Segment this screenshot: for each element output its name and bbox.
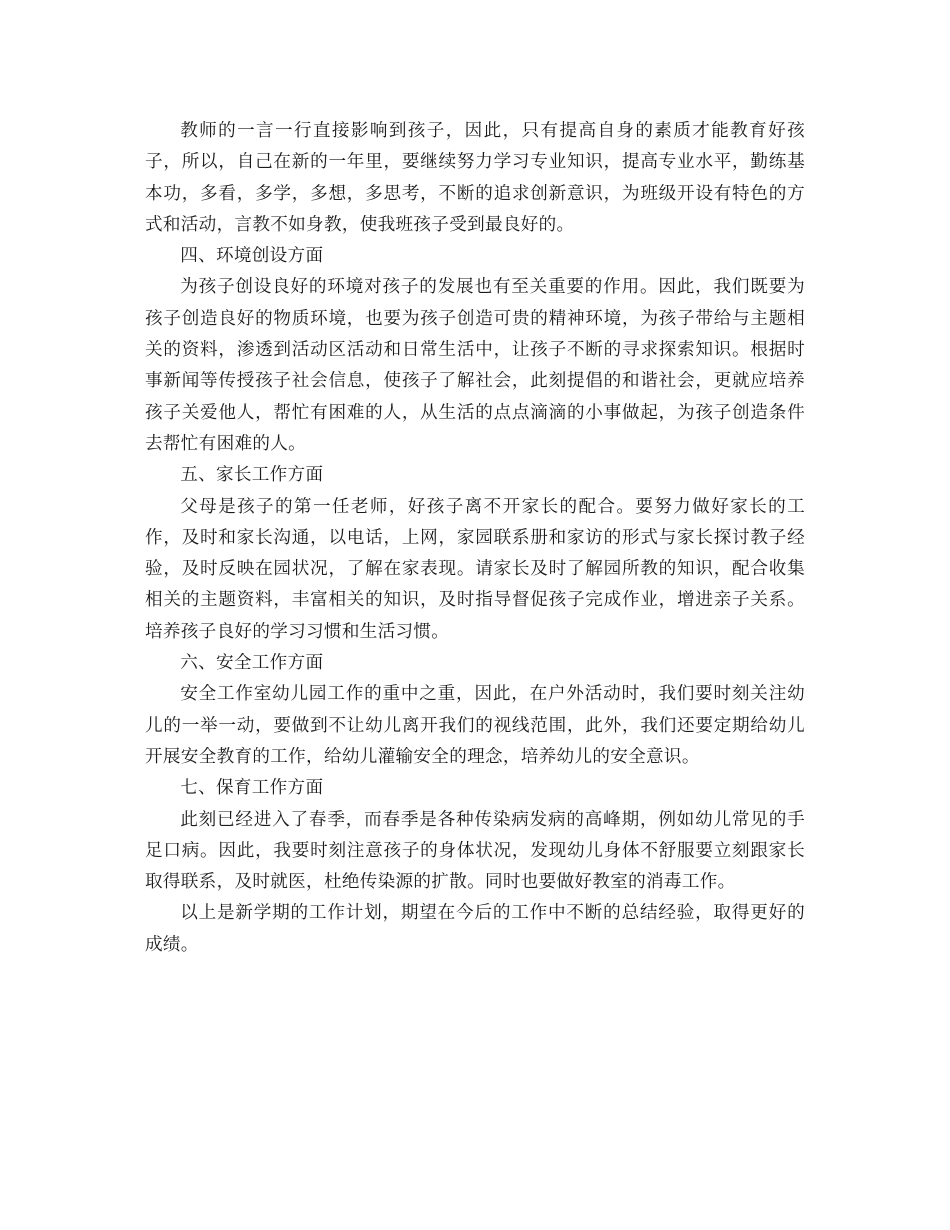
- paragraph-safety: 安全工作室幼儿园工作的重中之重，因此，在户外活动时，我们要时刻关注幼儿的一举一动，要做到不让幼儿离开我们的视线范围，此外，我们还要定期给幼儿开展安全教育的工作，给幼儿灌输安全的理念，培养幼儿的安全意识。: [145, 684, 805, 767]
- document-body: [145, 116, 805, 961]
- section-heading-safety: 六、安全工作方面: [180, 653, 324, 674]
- paragraph-parents: 父母是孩子的第一任老师，好孩子离不开家长的配合。要努力做好家长的工作，及时和家长沟通，以电话，上网，家园联系册和家访的形式与家长探讨教子经验，及时反映在园状况，了解在家表现。请家长及时了解园所教的知识，配合收集相关的主题资料，丰富相关的知识，及时指导督促孩子完成作业，增进亲子关系。培养孩子良好的学习习惯和生活习惯。: [145, 496, 805, 642]
- paragraph-conclusion: 以上是新学期的工作计划，期望在今后的工作中不断的总结经验，取得更好的成绩。: [145, 903, 805, 955]
- section-heading-parents: 五、家长工作方面: [180, 465, 324, 486]
- section-heading-environment: 四、环境创设方面: [180, 246, 324, 267]
- section-heading-care: 七、保育工作方面: [180, 778, 324, 799]
- paragraph-environment: 为孩子创设良好的环境对孩子的发展也有至关重要的作用。因此，我们既要为孩子创造良好的物质环境，也要为孩子创造可贵的精神环境，为孩子带给与主题相关的资料，渗透到活动区活动和日常生活中，让孩子不断的寻求探索知识。根据时事新闻等传授孩子社会信息，使孩子了解社会，此刻提倡的和谐社会，更就应培养孩子关爱他人，帮忙有困难的人，从生活的点点滴滴的小事做起，为孩子创造条件去帮忙有困难的人。: [145, 277, 805, 454]
- paragraph-care: 此刻已经进入了春季，而春季是各种传染病发病的高峰期，例如幼儿常见的手足口病。因此，我要时刻注意孩子的身体状况，发现幼儿身体不舒服要立刻跟家长取得联系，及时就医，杜绝传染源的扩散。同时也要做好教室的消毒工作。: [145, 809, 805, 893]
- paragraph-teacher-quality: 教师的一言一行直接影响到孩子，因此，只有提高自身的素质才能教育好孩子，所以，自己在新的一年里，要继续努力学习专业知识，提高专业水平，勤练基本功，多看，多学，多想，多思考，不断的追求创新意识，为班级开设有特色的方式和活动，言教不如身教，使我班孩子受到最良好的。: [145, 121, 805, 235]
